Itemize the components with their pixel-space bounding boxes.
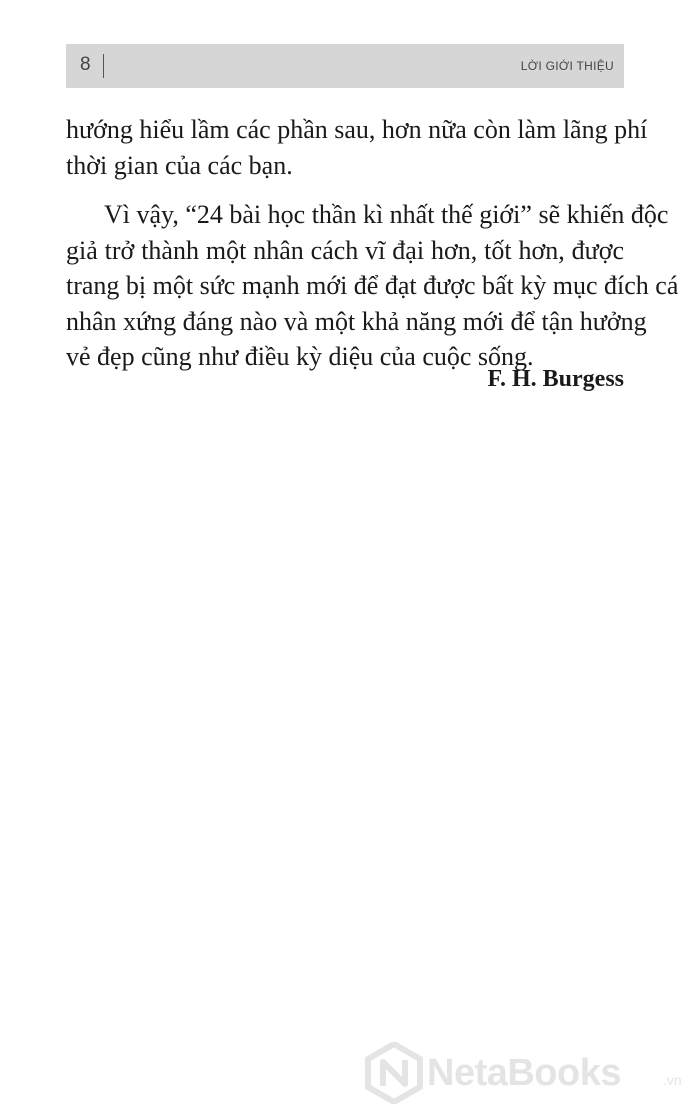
paragraph-1-line-2: thời gian của các bạn. — [66, 150, 293, 180]
header-divider — [103, 54, 104, 78]
paragraph-1-line-1: hướng hiểu lầm các phần sau, hơn nữa còn làm lãng phí — [66, 115, 648, 144]
paragraph-2-line-2: giả trở thành một nhân cách vĩ đại hơn, tốt hơn, được — [66, 235, 624, 265]
page-number: 8 — [80, 54, 91, 75]
paragraph-2-line-4: nhân xứng đáng nào và một khả năng mới để tận hưởng — [66, 306, 647, 336]
watermark-brand: NetaBooks — [427, 1052, 621, 1094]
paragraph-2-line-1: Vì vậy, “24 bài học thần kì nhất thế giới” sẽ khiến độc — [104, 200, 669, 229]
page-header — [66, 44, 624, 88]
chapter-title: LỜI GIỚI THIỆU — [520, 59, 614, 73]
paragraph-2-line-3: trang bị một sức mạnh mới để đạt được bất kỳ mục đích cá — [66, 271, 679, 300]
neta-logo-icon — [365, 1042, 423, 1104]
paragraph-2-line-5: vẻ đẹp cũng như điều kỳ diệu của cuộc sống. — [66, 342, 534, 371]
watermark-suffix: .vn — [663, 1072, 682, 1088]
author-signature: F. H. Burgess — [487, 366, 624, 392]
watermark — [365, 1042, 697, 1112]
body-text — [66, 112, 679, 375]
